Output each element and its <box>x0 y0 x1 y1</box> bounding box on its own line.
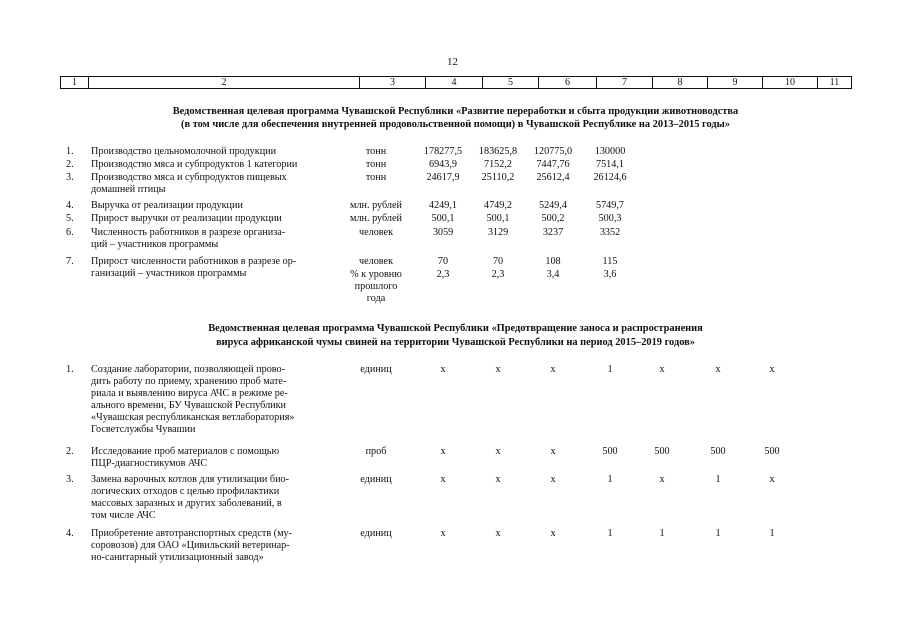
row-value: x <box>659 474 665 485</box>
header-cell: 1 <box>61 77 89 89</box>
row-value: 130000 <box>594 146 626 157</box>
header-cell: 3 <box>360 77 426 89</box>
row-value: 7447,76 <box>536 159 570 170</box>
row-value: 1 <box>769 528 775 539</box>
row-value: 2,3 <box>491 269 505 280</box>
row-value: 108 <box>545 256 561 267</box>
row-value: 500,1 <box>431 213 455 224</box>
row-value: 70 <box>492 256 504 267</box>
program2-title-line2: вируса африканской чумы свиней на территории Чувашской Республики на период 2015–2019 годов» <box>216 337 695 348</box>
row-value: 1 <box>607 528 613 539</box>
row-value: x <box>495 474 501 485</box>
row-unit: единиц <box>360 528 392 539</box>
row-value: x <box>495 364 501 375</box>
row-number: 5. <box>66 213 74 224</box>
row-description: Прирост выручки от реализации продукции <box>91 213 282 224</box>
row-unit: проб <box>365 446 387 457</box>
row-value: 4249,1 <box>428 200 457 211</box>
row-value: 25612,4 <box>536 172 570 183</box>
row-unit: тонн <box>365 172 387 183</box>
row-unit: человек <box>358 256 394 267</box>
row-value: x <box>715 364 721 375</box>
row-value: 3059 <box>432 227 454 238</box>
row-value: 115 <box>602 256 618 267</box>
row-value: x <box>550 474 556 485</box>
page-number: 12 <box>447 56 458 68</box>
row-description: Выручка от реализации продукции <box>91 200 243 211</box>
row-value: 24617,9 <box>426 172 460 183</box>
row-value: 1 <box>659 528 665 539</box>
header-cell: 9 <box>708 77 763 89</box>
row-unit: единиц <box>360 364 392 375</box>
header-cell: 5 <box>483 77 539 89</box>
row-value: 1 <box>607 364 613 375</box>
header-cell: 2 <box>89 77 360 89</box>
row-value: 183625,8 <box>478 146 518 157</box>
row-value: 3,6 <box>603 269 617 280</box>
row-value: 5749,7 <box>595 200 624 211</box>
row-description: Производство мяса и субпродуктов пищевых домашней птицы <box>91 172 287 195</box>
row-value: 3129 <box>487 227 509 238</box>
row-description: Создание лаборатории, позволяющей прово- дить работу по приему, хранению проб мате- риала и выявлению вируса АЧС в режиме ре- ального времени, БУ Чувашской Республики «Чувашская республиканская ветлаборатория» Госветслужбы Чувашии <box>91 364 295 435</box>
row-value: 500 <box>764 446 780 457</box>
row-unit: тонн <box>365 146 387 157</box>
row-value: 3352 <box>599 227 621 238</box>
row-value: x <box>550 446 556 457</box>
row-description: Производство мяса и субпродуктов 1 категории <box>91 159 298 170</box>
row-unit: тонн <box>365 159 387 170</box>
row-value: 120775,0 <box>533 146 573 157</box>
row-value: 5249,4 <box>538 200 567 211</box>
row-value: 70 <box>437 256 449 267</box>
row-number: 2. <box>66 159 74 170</box>
row-description: Исследование проб материалов с помощью ПЦР-диагностикумов АЧС <box>91 446 280 469</box>
row-number: 4. <box>66 528 74 539</box>
row-value: 4749,2 <box>483 200 512 211</box>
row-number: 4. <box>66 200 74 211</box>
row-number: 7. <box>66 256 74 267</box>
row-value: 1 <box>607 474 613 485</box>
header-cell: 4 <box>426 77 483 89</box>
row-number: 2. <box>66 446 74 457</box>
row-unit: млн. рублей <box>350 213 402 224</box>
row-value: 3237 <box>542 227 564 238</box>
row-value: 500,2 <box>541 213 565 224</box>
row-unit: единиц <box>360 474 392 485</box>
row-number: 1. <box>66 146 74 157</box>
row-value: x <box>659 364 665 375</box>
row-value: 500,1 <box>486 213 510 224</box>
header-cell: 7 <box>597 77 653 89</box>
row-value: 26124,6 <box>593 172 627 183</box>
row-value: 2,3 <box>436 269 450 280</box>
row-value: 178277,5 <box>423 146 463 157</box>
program1-title-line2: (в том числе для обеспечения внутренней продовольственной помощи) в Чувашской Республике на 2013–2015 годы» <box>181 119 730 130</box>
header-cell: 8 <box>653 77 708 89</box>
row-value: 7152,2 <box>483 159 512 170</box>
header-cell: 10 <box>763 77 818 89</box>
header-cell: 6 <box>539 77 597 89</box>
row-unit: млн. рублей <box>350 200 402 211</box>
row-description: Прирост численности работников в разрезе ор- ганизаций – участников программы <box>91 256 297 279</box>
header-cell: 11 <box>818 77 852 89</box>
row-value: x <box>440 474 446 485</box>
column-number-header <box>60 76 852 89</box>
row-value: x <box>440 446 446 457</box>
row-description: Замена варочных котлов для утилизации био- логических отходов с целью профилактики массовых заразных и других заболеваний, в том числе АЧС <box>91 474 290 521</box>
row-value: x <box>495 446 501 457</box>
row-value: x <box>495 528 501 539</box>
row-value: x <box>440 528 446 539</box>
row-number: 1. <box>66 364 74 375</box>
row-value: x <box>550 364 556 375</box>
row-value: 6943,9 <box>428 159 457 170</box>
row-value: 500 <box>710 446 726 457</box>
row-number: 3. <box>66 172 74 183</box>
row-value: 7514,1 <box>595 159 624 170</box>
row-number: 3. <box>66 474 74 485</box>
row-value: 500,3 <box>598 213 622 224</box>
program1-title-line1: Ведомственная целевая программа Чувашской Республики «Развитие переработки и сбыта продукции животноводства <box>172 106 739 117</box>
row-unit: человек <box>358 227 394 238</box>
row-value: 500 <box>654 446 670 457</box>
row-value: x <box>769 364 775 375</box>
row-description: Численность работников в разрезе организа- ций – участников программы <box>91 227 286 250</box>
row-description: Производство цельномолочной продукции <box>91 146 277 157</box>
row-number: 6. <box>66 227 74 238</box>
row-value: x <box>769 474 775 485</box>
row-unit: % к уровню прошлого года <box>350 269 402 304</box>
row-value: x <box>550 528 556 539</box>
row-value: 3,4 <box>546 269 560 280</box>
row-value: 25110,2 <box>481 172 515 183</box>
row-value: 1 <box>715 528 721 539</box>
program2-title-line1: Ведомственная целевая программа Чувашской Республики «Предотвращение заноса и распространения <box>208 323 703 334</box>
row-value: x <box>440 364 446 375</box>
row-value: 1 <box>715 474 721 485</box>
row-description: Приобретение автотранспортных средств (му- соровозов) для ОАО «Цивильский ветеринар- но-санитарный утилизационный завод» <box>91 528 292 563</box>
row-value: 500 <box>602 446 618 457</box>
